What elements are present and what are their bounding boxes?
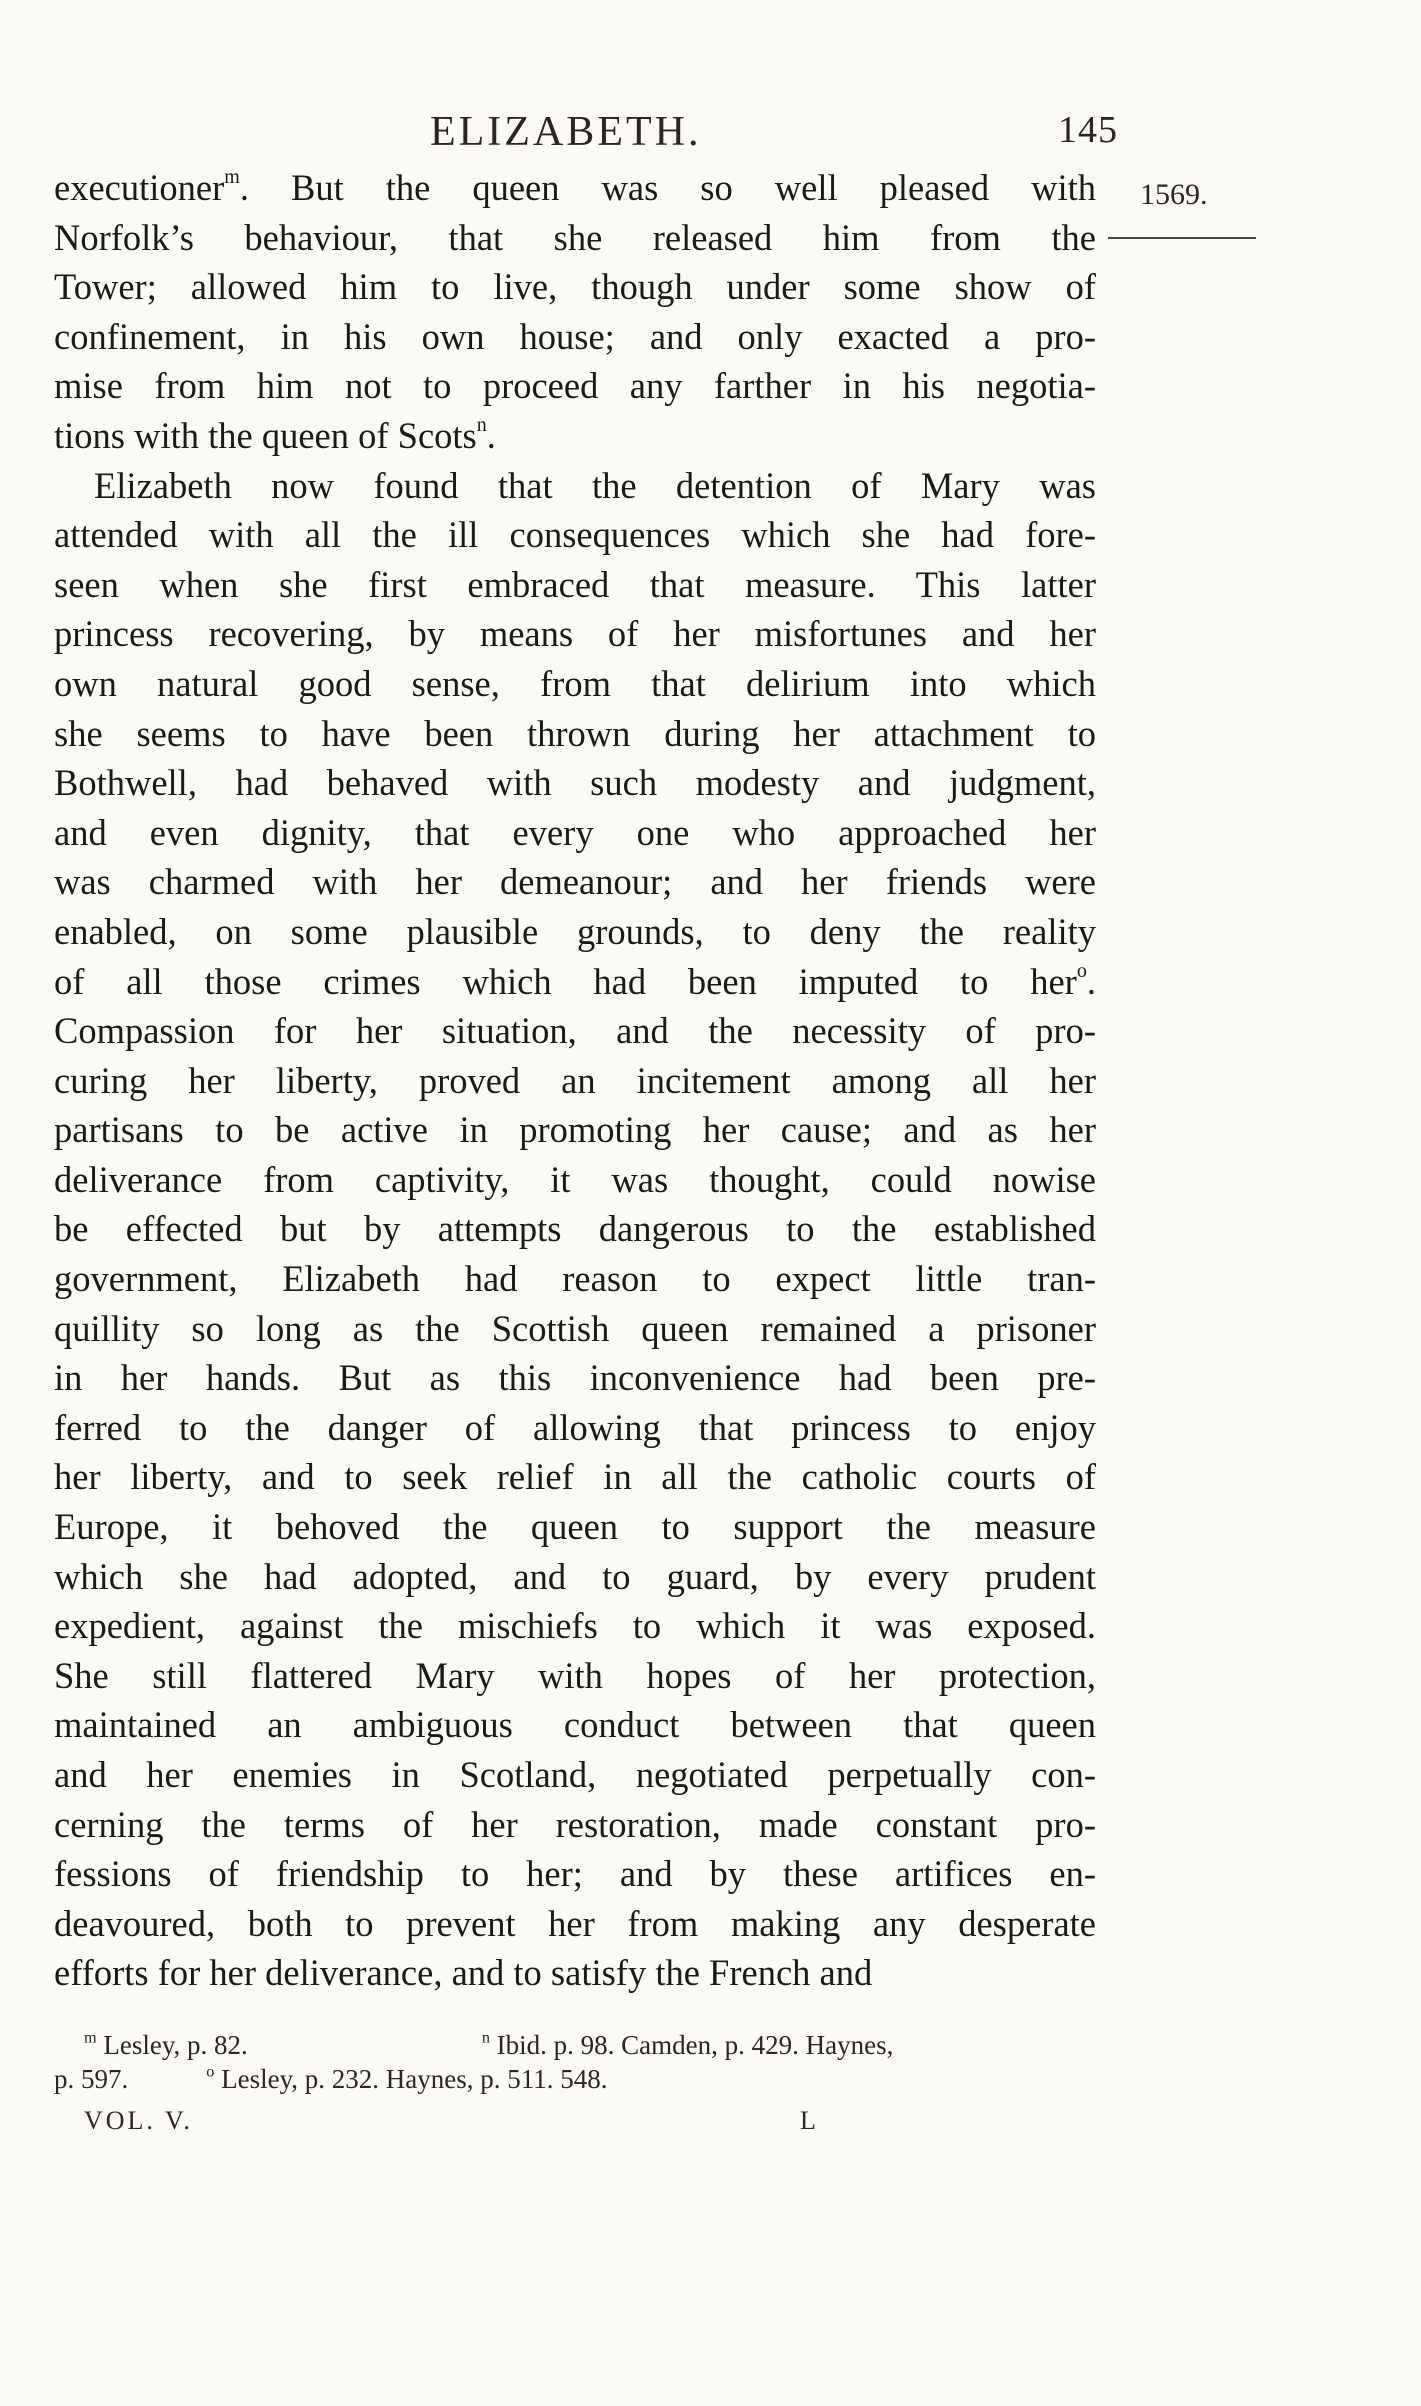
text-line bbox=[54, 1800, 1096, 1850]
text-line bbox=[54, 857, 1096, 907]
footnote-reference: m bbox=[224, 165, 240, 188]
text-segment: government, Elizabeth had reason to expect little tran- bbox=[54, 1258, 1096, 1300]
text-line bbox=[54, 361, 1096, 411]
footnote-reference: n bbox=[476, 413, 487, 436]
text-line bbox=[54, 1452, 1096, 1502]
text-line bbox=[54, 1948, 1096, 1998]
text-line bbox=[54, 213, 1096, 263]
text-segment: be effected but by attempts dangerous to the established bbox=[54, 1208, 1096, 1250]
text-segment: and even dignity, that every one who approached her bbox=[54, 811, 1096, 853]
footnote-line-2 bbox=[54, 2062, 1096, 2096]
text-line bbox=[54, 709, 1096, 759]
footnote-m: Lesley, p. 82. bbox=[103, 2030, 248, 2060]
text-segment: princess recovering, by means of her misfortunes and her bbox=[54, 613, 1096, 655]
text-segment: deliverance from captivity, it was thought, could nowise bbox=[54, 1158, 1096, 1200]
text-line bbox=[54, 1403, 1096, 1453]
text-line bbox=[54, 510, 1096, 560]
text-line bbox=[54, 1601, 1096, 1651]
footnotes bbox=[54, 2028, 1096, 2096]
text-segment: Bothwell, had behaved with such modesty and judgment, bbox=[54, 762, 1096, 804]
text-segment: seen when she first embraced that measure. This latter bbox=[54, 563, 1096, 605]
text-line bbox=[54, 808, 1096, 858]
text-segment: maintained an ambiguous conduct between that queen bbox=[54, 1704, 1096, 1746]
text-segment: mise from him not to proceed any farther in his negotia- bbox=[54, 365, 1096, 407]
text-line bbox=[54, 1750, 1096, 1800]
text-segment: her liberty, and to seek relief in all the catholic courts of bbox=[54, 1456, 1096, 1498]
text-line bbox=[54, 659, 1096, 709]
footnote-marker-m: m bbox=[84, 2028, 97, 2047]
text-line bbox=[54, 1006, 1096, 1056]
footnote-marker-n: n bbox=[481, 2028, 490, 2047]
footnote-o: Lesley, p. 232. Haynes, p. 511. 548. bbox=[221, 2064, 608, 2094]
text-line bbox=[54, 1700, 1096, 1750]
footnote-reference: o bbox=[1076, 959, 1087, 982]
footnote-n: Ibid. p. 98. Camden, p. 429. Haynes, bbox=[496, 2030, 894, 2060]
text-line bbox=[54, 957, 1096, 1007]
text-segment: She still flattered Mary with hopes of her protection, bbox=[54, 1654, 1096, 1696]
text-segment: attended with all the ill consequences which she had fore- bbox=[54, 514, 1096, 556]
text-line bbox=[54, 1552, 1096, 1602]
text-segment: tions with the queen of Scots bbox=[54, 414, 477, 456]
text-segment: Compassion for her situation, and the necessity of pro- bbox=[54, 1010, 1096, 1052]
running-head: ELIZABETH. bbox=[430, 109, 702, 155]
text-segment: curing her liberty, proved an incitement among all her bbox=[54, 1059, 1096, 1101]
text-segment: Norfolk’s behaviour, that she released him from the bbox=[54, 216, 1096, 258]
text-segment: . But the queen was so well pleased with bbox=[239, 167, 1096, 208]
text-line bbox=[54, 560, 1096, 610]
text-line bbox=[54, 1899, 1096, 1949]
text-segment: . bbox=[1086, 960, 1096, 1002]
text-segment: expedient, against the mischiefs to which it was exposed. bbox=[54, 1605, 1096, 1647]
text-segment: enabled, on some plausible grounds, to deny the reality bbox=[54, 910, 1096, 952]
text-line bbox=[54, 461, 1096, 511]
text-segment: ferred to the danger of allowing that princess to enjoy bbox=[54, 1406, 1096, 1448]
text-line bbox=[54, 1304, 1096, 1354]
text-segment: Tower; allowed him to live, though under some show of bbox=[54, 266, 1096, 308]
text-segment: deavoured, both to prevent her from making any desperate bbox=[54, 1902, 1096, 1944]
text-segment: fessions of friendship to her; and by these artifices en- bbox=[54, 1853, 1096, 1895]
signature-line bbox=[0, 2106, 1421, 2146]
text-line bbox=[54, 1105, 1096, 1155]
text-line bbox=[54, 1155, 1096, 1205]
text-line bbox=[54, 609, 1096, 659]
footnote-n-continuation: p. 597. bbox=[54, 2064, 129, 2094]
text-line bbox=[54, 1204, 1096, 1254]
page-header bbox=[0, 108, 1421, 158]
text-segment: quillity so long as the Scottish queen remained a prisoner bbox=[54, 1307, 1096, 1349]
text-segment: confinement, in his own house; and only exacted a pro- bbox=[54, 315, 1096, 357]
text-segment: efforts for her deliverance, and to satisfy the French and bbox=[54, 1952, 873, 1994]
text-line bbox=[54, 262, 1096, 312]
text-segment: in her hands. But as this inconvenience had been pre- bbox=[54, 1357, 1096, 1399]
text-segment: she seems to have been thrown during her attachment to bbox=[54, 712, 1096, 754]
text-segment: was charmed with her demeanour; and her friends were bbox=[54, 861, 1096, 903]
text-line bbox=[54, 163, 1096, 213]
text-segment: executioner bbox=[54, 167, 225, 208]
text-line bbox=[54, 758, 1096, 808]
text-segment: own natural good sense, from that delirium into which bbox=[54, 662, 1096, 704]
text-line bbox=[54, 1254, 1096, 1304]
margin-rule bbox=[1108, 237, 1256, 239]
text-segment: which she had adopted, and to guard, by every prudent bbox=[54, 1555, 1096, 1597]
text-segment: . bbox=[486, 414, 496, 456]
volume-mark: VOL. V. bbox=[84, 2106, 193, 2135]
text-line bbox=[54, 411, 1096, 461]
text-segment: Elizabeth now found that the detention of Mary was bbox=[94, 464, 1096, 506]
body-text bbox=[54, 163, 1096, 1998]
text-segment: partisans to be active in promoting her cause; and as her bbox=[54, 1109, 1096, 1151]
text-line bbox=[54, 1056, 1096, 1106]
margin-year-note: 1569. bbox=[1140, 178, 1208, 211]
text-line bbox=[54, 1502, 1096, 1552]
signature-mark: L bbox=[800, 2106, 816, 2135]
text-segment: and her enemies in Scotland, negotiated perpetually con- bbox=[54, 1754, 1096, 1795]
page-number: 145 bbox=[1058, 109, 1118, 151]
footnote-line-1 bbox=[54, 2028, 1096, 2062]
text-segment: Europe, it behoved the queen to support the measure bbox=[54, 1506, 1096, 1548]
text-line bbox=[54, 1353, 1096, 1403]
text-line bbox=[54, 907, 1096, 957]
footnote-marker-o: o bbox=[206, 2062, 215, 2081]
text-line bbox=[54, 1849, 1096, 1899]
text-segment: of all those crimes which had been imputed to her bbox=[54, 960, 1077, 1002]
text-line bbox=[54, 312, 1096, 362]
text-line bbox=[54, 1651, 1096, 1701]
text-segment: cerning the terms of her restoration, made constant pro- bbox=[54, 1803, 1096, 1845]
